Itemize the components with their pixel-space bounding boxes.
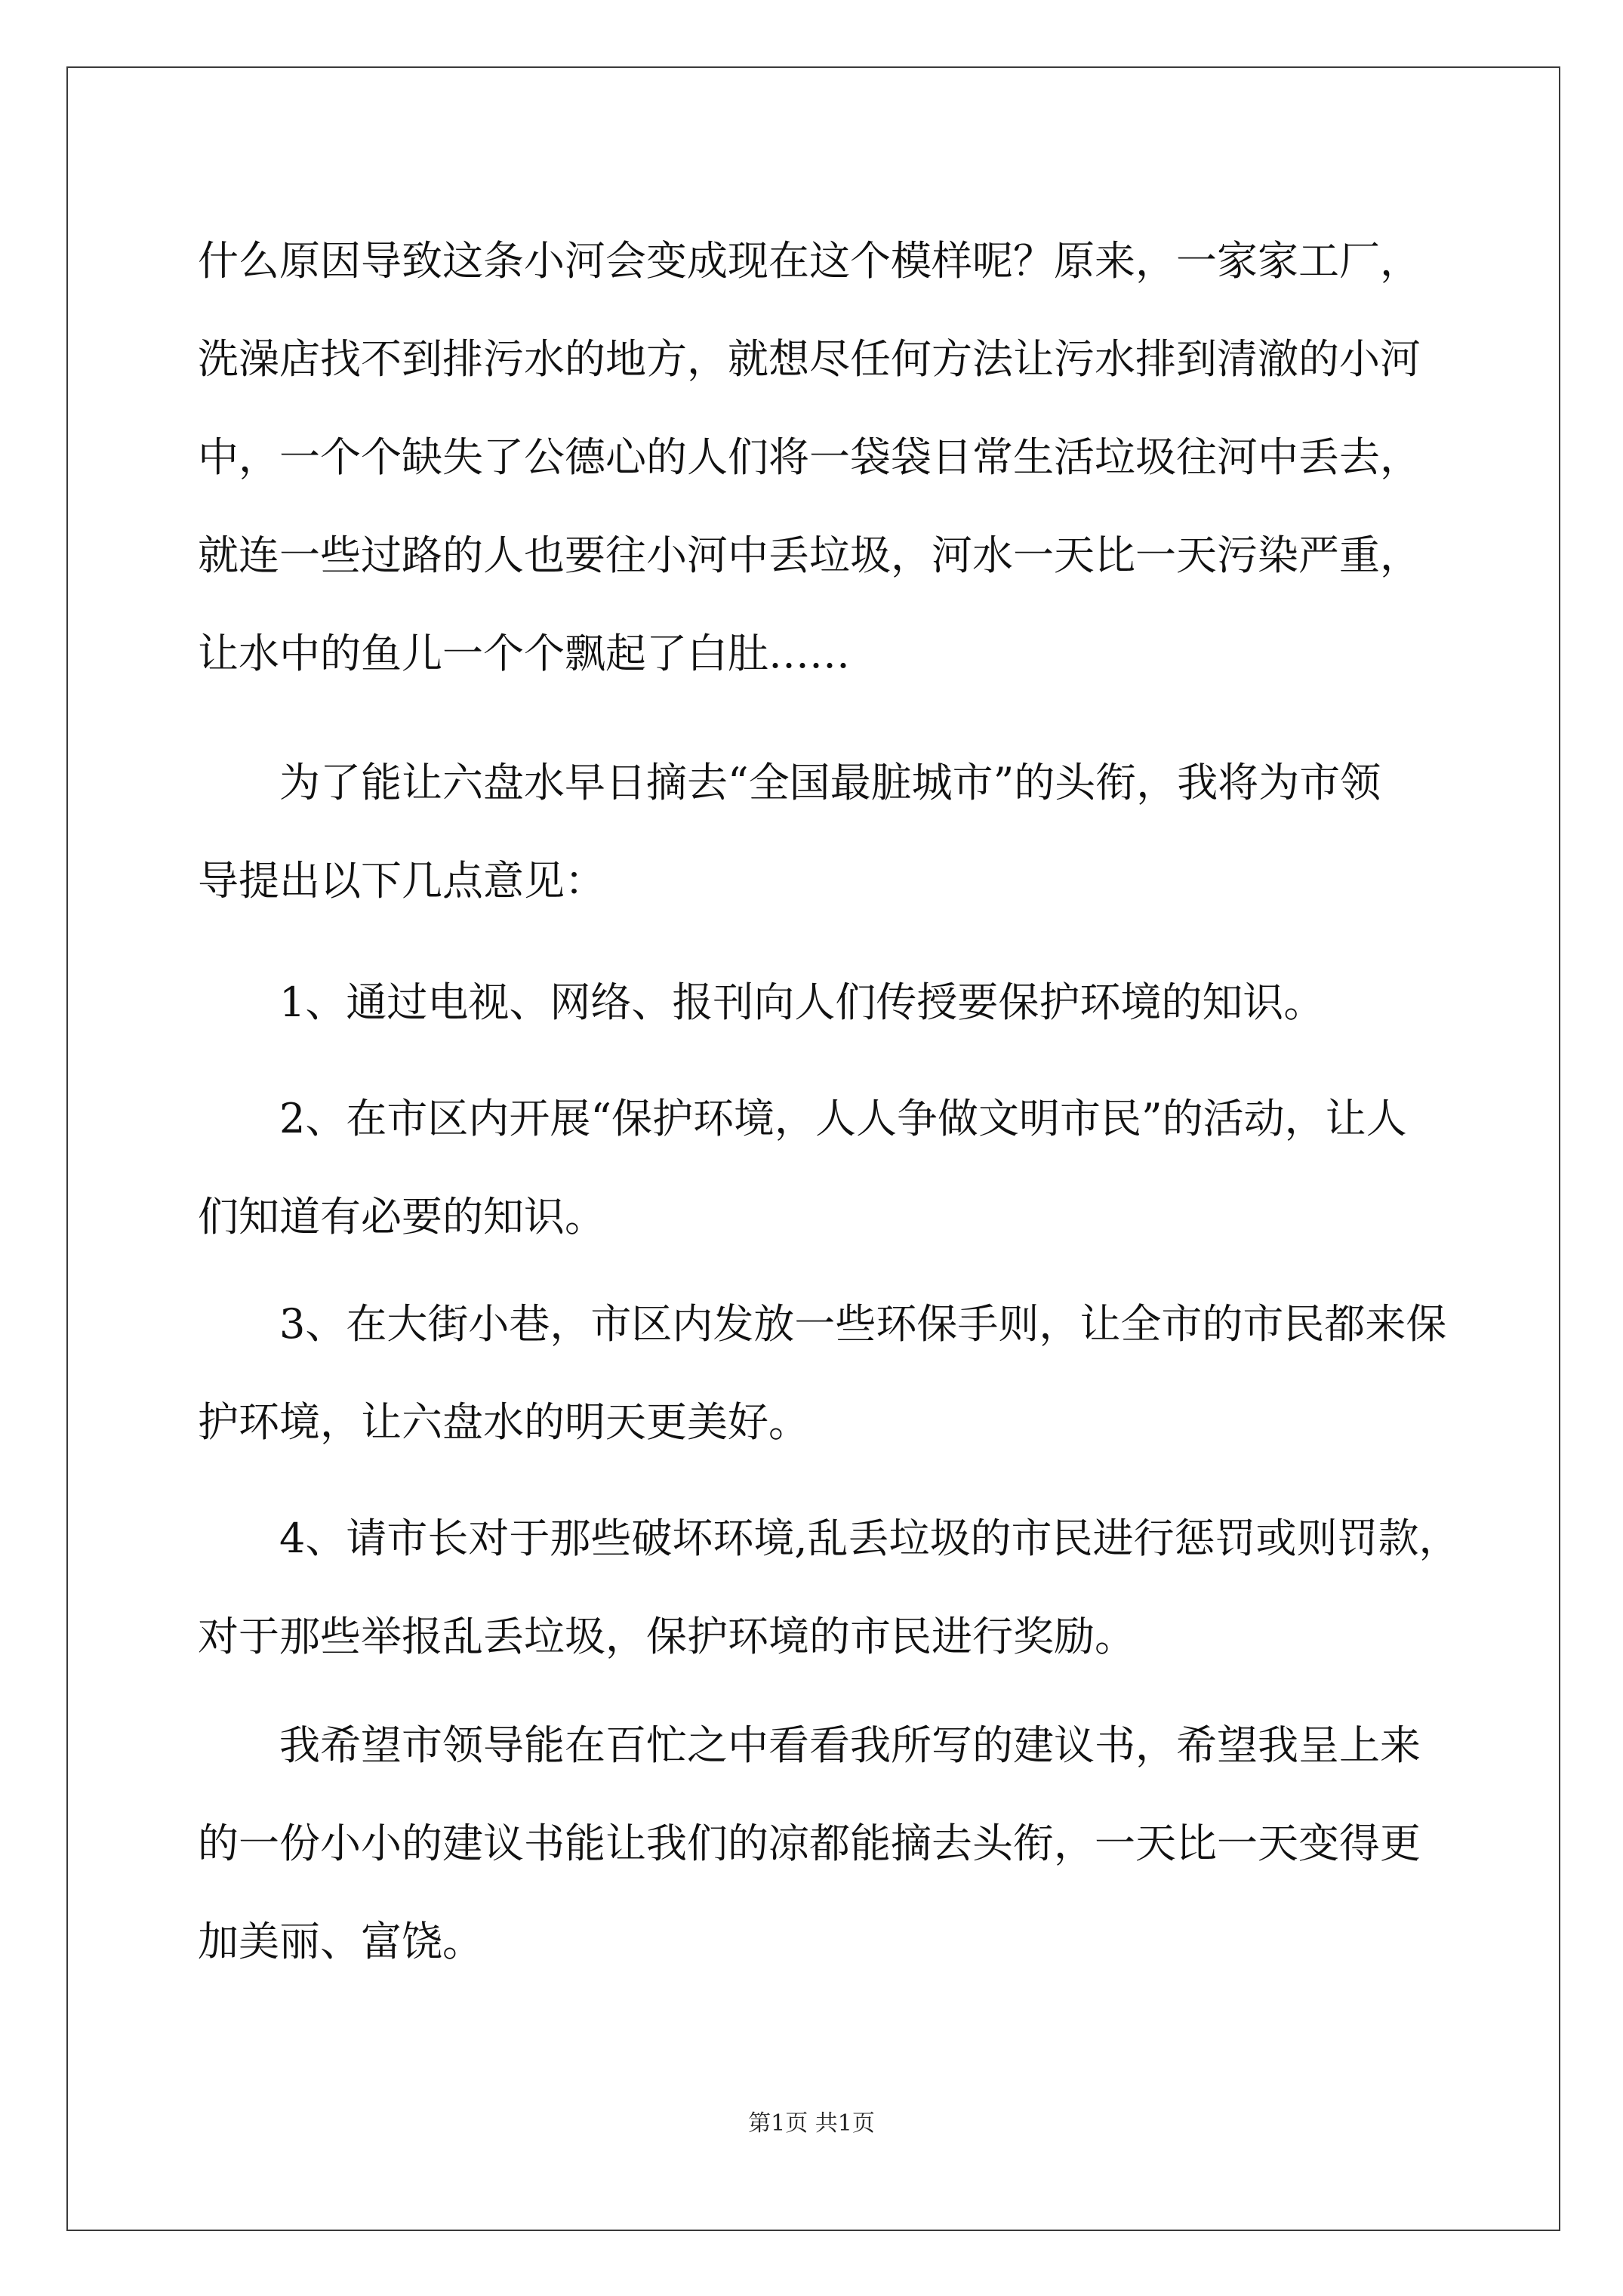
text-line: 就连一些过路的人也要往小河中丢垃圾，河水一天比一天污染严重， <box>198 532 1421 579</box>
text-line: 洗澡店找不到排污水的地方，就想尽任何方法让污水排到清澈的小河 <box>198 335 1421 383</box>
list-item-1: 1、通过电视、网络、报刊向人们传授要保护环境的知识。 <box>279 978 1325 1026</box>
text-line: 对于那些举报乱丢垃圾，保护环境的市民进行奖励。 <box>198 1613 1135 1660</box>
text-line: 们知道有必要的知识。 <box>198 1193 605 1240</box>
list-item-3: 3、在大街小巷，市区内发放一些环保手则，让全市的市民都来保 <box>279 1300 1447 1348</box>
page-number: 第1页 共1页 <box>748 2110 875 2137</box>
text-line: 护环境，让六盘水的明天更美好。 <box>198 1398 809 1446</box>
text-line: 的一份小小的建议书能让我们的凉都能摘去头衔，一天比一天变得更 <box>198 1820 1421 1867</box>
paragraph-start-line: 我希望市领导能在百忙之中看看我所写的建议书，希望我呈上来 <box>279 1721 1421 1769</box>
list-item-4: 4、请市长对于那些破坏环境,乱丢垃圾的市民进行惩罚或则罚款， <box>279 1515 1460 1562</box>
paragraph-start-line: 为了能让六盘水早日摘去“全国最脏城市”的头衔，我将为市领 <box>279 759 1381 806</box>
page-border <box>66 66 1560 2231</box>
text-line: 加美丽、富饶。 <box>198 1918 483 1965</box>
text-line: 什么原因导致这条小河会变成现在这个模样呢？原来，一家家工厂， <box>198 237 1421 285</box>
text-line: 中，一个个缺失了公德心的人们将一袋袋日常生活垃圾往河中丢去， <box>198 433 1421 481</box>
text-line: 让水中的鱼儿一个个飘起了白肚…… <box>198 630 850 677</box>
text-line: 导提出以下几点意见： <box>198 857 605 905</box>
list-item-2: 2、在市区内开展“保护环境，人人争做文明市民”的活动，让人 <box>279 1095 1407 1142</box>
